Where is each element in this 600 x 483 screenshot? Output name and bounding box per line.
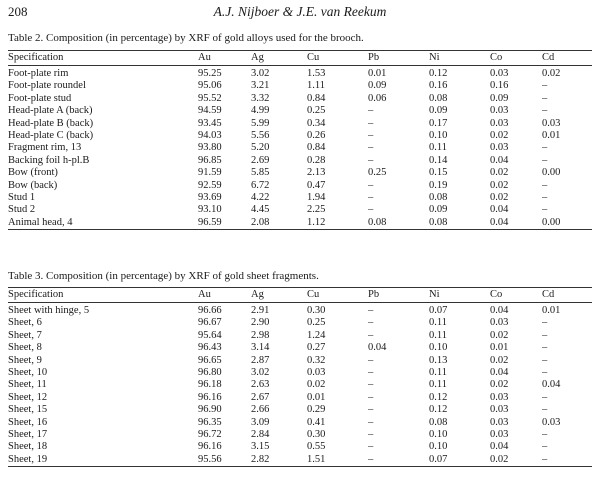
cell-value: –: [368, 391, 374, 403]
row-specification: Sheet, 15: [8, 404, 48, 416]
cell-value: 0.25: [307, 317, 326, 329]
table-row: [8, 417, 592, 429]
cell-value: 0.28: [307, 154, 326, 166]
row-specification: Sheet, 8: [8, 342, 42, 354]
cell-value: –: [542, 192, 548, 204]
row-specification: Sheet, 12: [8, 391, 48, 403]
row-specification: Sheet, 17: [8, 429, 48, 441]
table-row: [8, 118, 592, 130]
row-specification: Sheet, 19: [8, 454, 198, 467]
cell-value: 93.45: [198, 117, 222, 129]
cell-value: 0.11: [429, 379, 447, 391]
cell-value: 2.87: [251, 354, 270, 366]
table-row: [8, 441, 592, 453]
cell-value: 0.11: [429, 367, 447, 379]
table-row: [8, 204, 592, 216]
cell-value: 5.85: [251, 167, 270, 179]
cell-value: 0.02: [490, 454, 542, 467]
cell-value: 0.04: [542, 379, 561, 391]
cell-value: 93.10: [198, 204, 222, 216]
cell-value: 4.45: [251, 204, 270, 216]
cell-value: –: [542, 142, 548, 154]
cell-value: 0.04: [490, 217, 542, 230]
cell-value: –: [542, 179, 548, 191]
cell-value: 0.03: [490, 317, 509, 329]
cell-value: 0.30: [307, 429, 326, 441]
row-specification: Head-plate A (back): [8, 105, 93, 117]
table-row: [8, 192, 592, 204]
cell-value: –: [368, 142, 374, 154]
table-3-caption: Table 3. Composition (in percentage) by XRF of gold sheet fragments.: [8, 270, 319, 282]
cell-value: –: [542, 105, 548, 117]
cell-value: 3.15: [251, 441, 270, 453]
row-specification: Head-plate C (back): [8, 130, 94, 142]
column-header: Cu: [307, 51, 368, 66]
cell-value: 2.25: [307, 204, 326, 216]
row-specification: Sheet, 9: [8, 354, 42, 366]
cell-value: 0.14: [429, 154, 448, 166]
table-row: [8, 404, 592, 416]
cell-value: –: [542, 454, 592, 467]
cell-value: 5.20: [251, 142, 270, 154]
cell-value: 0.02: [307, 379, 326, 391]
row-specification: Foot-plate rim: [8, 68, 69, 79]
table-row: [8, 167, 592, 179]
cell-value: –: [542, 317, 548, 329]
header-row: [8, 288, 592, 303]
table-row: [8, 130, 592, 142]
cell-value: 0.09: [490, 92, 509, 104]
cell-value: –: [542, 329, 548, 341]
row-specification: Stud 1: [8, 192, 36, 204]
cell-value: 0.12: [429, 391, 448, 403]
table-row: [8, 303, 592, 318]
cell-value: 2.66: [251, 404, 270, 416]
cell-value: 1.12: [307, 217, 368, 230]
cell-value: 95.56: [198, 454, 251, 467]
header-row: [8, 51, 592, 66]
row-specification: Head-plate B (back): [8, 117, 94, 129]
cell-value: 96.67: [198, 317, 222, 329]
cell-value: –: [368, 367, 374, 379]
cell-value: 0.13: [429, 354, 448, 366]
cell-value: 0.09: [429, 105, 448, 117]
cell-value: 6.72: [251, 179, 270, 191]
cell-value: –: [368, 416, 374, 428]
cell-value: 0.41: [307, 416, 326, 428]
cell-value: 96.16: [198, 441, 222, 453]
cell-value: 95.52: [198, 92, 222, 104]
cell-value: 94.59: [198, 105, 222, 117]
cell-value: 3.02: [251, 68, 270, 79]
cell-value: –: [368, 179, 374, 191]
table-row: [8, 367, 592, 379]
cell-value: –: [368, 329, 374, 341]
row-specification: Sheet, 18: [8, 441, 48, 453]
table-row: [8, 217, 592, 230]
cell-value: 0.03: [307, 367, 326, 379]
cell-value: 0.55: [307, 441, 326, 453]
cell-value: –: [368, 130, 374, 142]
column-header: Specification: [8, 51, 198, 66]
cell-value: –: [542, 429, 548, 441]
cell-value: –: [542, 391, 548, 403]
cell-value: 1.94: [307, 192, 326, 204]
cell-value: 0.09: [429, 204, 448, 216]
cell-value: 0.11: [429, 329, 447, 341]
table-row: [8, 342, 592, 354]
row-specification: Sheet with hinge, 5: [8, 305, 90, 316]
cell-value: 2.67: [251, 391, 270, 403]
cell-value: 0.01: [490, 342, 509, 354]
cell-value: 2.69: [251, 154, 270, 166]
cell-value: 0.03: [490, 117, 509, 129]
cell-value: 0.12: [429, 404, 448, 416]
cell-value: –: [542, 441, 548, 453]
cell-value: 0.02: [490, 130, 509, 142]
cell-value: 91.59: [198, 167, 222, 179]
column-header: Cu: [307, 288, 368, 303]
cell-value: –: [542, 404, 548, 416]
row-specification: Fragment rim, 13: [8, 142, 82, 154]
cell-value: 0.03: [542, 117, 561, 129]
column-header: Ni: [429, 51, 490, 66]
table-row: [8, 429, 592, 441]
cell-value: 1.11: [307, 80, 325, 92]
cell-value: 0.00: [542, 167, 561, 179]
table-2-body: [8, 66, 592, 230]
cell-value: 0.29: [307, 404, 326, 416]
cell-value: 96.72: [198, 429, 222, 441]
column-header: Specification: [8, 288, 198, 303]
row-specification: Sheet, 11: [8, 379, 47, 391]
cell-value: 2.84: [251, 429, 270, 441]
row-specification: Foot-plate roundel: [8, 80, 86, 92]
cell-value: 96.18: [198, 379, 222, 391]
row-specification: Animal head, 4: [8, 217, 198, 230]
cell-value: 0.02: [490, 167, 509, 179]
cell-value: –: [368, 105, 374, 117]
page-header: [8, 4, 592, 22]
cell-value: 0.84: [307, 142, 326, 154]
row-specification: Stud 2: [8, 204, 36, 216]
cell-value: 1.24: [307, 329, 326, 341]
cell-value: 0.04: [368, 342, 387, 354]
cell-value: 3.02: [251, 367, 270, 379]
column-header: Cd: [542, 288, 592, 303]
cell-value: 96.35: [198, 416, 222, 428]
column-header: Ag: [251, 51, 307, 66]
column-header: Pb: [368, 51, 429, 66]
cell-value: 0.27: [307, 342, 326, 354]
cell-value: –: [368, 192, 374, 204]
cell-value: 2.98: [251, 329, 270, 341]
table-3: [8, 287, 592, 467]
cell-value: 0.84: [307, 92, 326, 104]
cell-value: 0.07: [429, 454, 490, 467]
cell-value: 96.90: [198, 404, 222, 416]
cell-value: 0.11: [429, 317, 447, 329]
cell-value: 0.03: [490, 404, 509, 416]
cell-value: 0.32: [307, 354, 326, 366]
column-header: Ni: [429, 288, 490, 303]
cell-value: 1.51: [307, 454, 368, 467]
cell-value: 3.14: [251, 342, 270, 354]
row-specification: Bow (back): [8, 179, 58, 191]
cell-value: 5.99: [251, 117, 270, 129]
table-3-body: [8, 303, 592, 467]
cell-value: 3.32: [251, 92, 270, 104]
cell-value: 0.02: [542, 68, 561, 79]
cell-value: 0.01: [307, 391, 326, 403]
cell-value: –: [368, 404, 374, 416]
cell-value: 95.64: [198, 329, 222, 341]
cell-value: 4.99: [251, 105, 270, 117]
cell-value: –: [368, 441, 374, 453]
cell-value: –: [368, 354, 374, 366]
cell-value: 96.65: [198, 354, 222, 366]
row-specification: Sheet, 7: [8, 329, 42, 341]
cell-value: 0.03: [490, 68, 509, 79]
cell-value: 0.02: [490, 329, 509, 341]
cell-value: –: [368, 379, 374, 391]
cell-value: 0.08: [429, 217, 490, 230]
table-row: [8, 66, 592, 81]
table-2-caption: Table 2. Composition (in percentage) by XRF of gold alloys used for the brooch.: [8, 32, 364, 44]
table-row: [8, 80, 592, 92]
cell-value: 95.25: [198, 68, 222, 79]
cell-value: –: [542, 204, 548, 216]
cell-value: 0.08: [429, 192, 448, 204]
cell-value: 0.10: [429, 441, 448, 453]
cell-value: 0.03: [542, 416, 561, 428]
table-3-header: [8, 288, 592, 303]
cell-value: –: [368, 117, 374, 129]
table-row: [8, 317, 592, 329]
cell-value: 0.16: [429, 80, 448, 92]
column-header: Ag: [251, 288, 307, 303]
cell-value: 0.09: [368, 80, 387, 92]
cell-value: 0.47: [307, 179, 326, 191]
row-specification: Sheet, 6: [8, 317, 42, 329]
cell-value: 1.53: [307, 68, 326, 79]
table-row: [8, 180, 592, 192]
cell-value: –: [542, 342, 548, 354]
cell-value: 0.02: [490, 179, 509, 191]
cell-value: 3.21: [251, 80, 270, 92]
cell-value: 5.56: [251, 130, 270, 142]
column-header: Cd: [542, 51, 592, 66]
cell-value: 2.08: [251, 217, 307, 230]
cell-value: 0.08: [429, 416, 448, 428]
row-specification: Foot-plate stud: [8, 92, 72, 104]
table-row: [8, 93, 592, 105]
table-row: [8, 355, 592, 367]
cell-value: 0.08: [368, 217, 429, 230]
cell-value: 0.15: [429, 167, 448, 179]
cell-value: –: [542, 354, 548, 366]
cell-value: –: [542, 367, 548, 379]
cell-value: 92.59: [198, 179, 222, 191]
cell-value: 95.06: [198, 80, 222, 92]
running-head: A.J. Nijboer & J.E. van Reekum: [213, 4, 387, 19]
cell-value: 2.63: [251, 379, 270, 391]
cell-value: 2.13: [307, 167, 326, 179]
column-header: Co: [490, 51, 542, 66]
cell-value: 0.25: [307, 105, 326, 117]
table-row: [8, 155, 592, 167]
cell-value: 0.12: [429, 68, 448, 79]
cell-value: 0.19: [429, 179, 448, 191]
cell-value: –: [368, 204, 374, 216]
cell-value: 0.03: [490, 142, 509, 154]
cell-value: 0.25: [368, 167, 387, 179]
cell-value: 0.04: [490, 305, 509, 316]
cell-value: –: [368, 305, 374, 316]
table-row: [8, 105, 592, 117]
cell-value: 96.66: [198, 305, 222, 316]
row-specification: Backing foil h-pl.B: [8, 154, 90, 166]
cell-value: –: [368, 429, 374, 441]
table-2-header: [8, 51, 592, 66]
cell-value: 96.80: [198, 367, 222, 379]
cell-value: 4.22: [251, 192, 270, 204]
cell-value: 0.01: [542, 305, 561, 316]
cell-value: –: [542, 92, 548, 104]
cell-value: –: [368, 154, 374, 166]
cell-value: 2.90: [251, 317, 270, 329]
column-header: Au: [198, 288, 251, 303]
cell-value: 0.03: [490, 416, 509, 428]
cell-value: 0.10: [429, 342, 448, 354]
cell-value: 0.03: [490, 391, 509, 403]
cell-value: 0.10: [429, 130, 448, 142]
page-number: 208: [8, 4, 28, 19]
table-row: [8, 379, 592, 391]
table-row: [8, 330, 592, 342]
cell-value: 93.69: [198, 192, 222, 204]
cell-value: 0.02: [490, 379, 509, 391]
cell-value: 0.01: [368, 68, 387, 79]
row-specification: Sheet, 16: [8, 416, 48, 428]
cell-value: 0.07: [429, 305, 448, 316]
cell-value: 0.03: [490, 105, 509, 117]
cell-value: –: [368, 317, 374, 329]
table-row: [8, 142, 592, 154]
cell-value: –: [542, 80, 548, 92]
cell-value: 0.10: [429, 429, 448, 441]
cell-value: 0.30: [307, 305, 326, 316]
cell-value: 0.26: [307, 130, 326, 142]
cell-value: 0.16: [490, 80, 509, 92]
cell-value: 96.59: [198, 217, 251, 230]
cell-value: 0.00: [542, 217, 592, 230]
cell-value: 0.04: [490, 154, 509, 166]
cell-value: 96.16: [198, 391, 222, 403]
cell-value: 2.91: [251, 305, 270, 316]
cell-value: –: [542, 154, 548, 166]
cell-value: 0.17: [429, 117, 448, 129]
cell-value: 96.85: [198, 154, 222, 166]
cell-value: 96.43: [198, 342, 222, 354]
cell-value: 0.04: [490, 204, 509, 216]
row-specification: Sheet, 10: [8, 367, 48, 379]
cell-value: –: [368, 454, 429, 467]
cell-value: 2.82: [251, 454, 307, 467]
cell-value: 93.80: [198, 142, 222, 154]
row-specification: Bow (front): [8, 167, 58, 179]
cell-value: 0.11: [429, 142, 447, 154]
table-row: [8, 392, 592, 404]
cell-value: 0.34: [307, 117, 326, 129]
cell-value: 0.06: [368, 92, 387, 104]
cell-value: 3.09: [251, 416, 270, 428]
cell-value: 0.01: [542, 130, 561, 142]
table-2: [8, 50, 592, 230]
column-header: Co: [490, 288, 542, 303]
column-header: Pb: [368, 288, 429, 303]
cell-value: 0.04: [490, 441, 509, 453]
cell-value: 0.02: [490, 354, 509, 366]
cell-value: 0.03: [490, 429, 509, 441]
cell-value: 0.02: [490, 192, 509, 204]
cell-value: 94.03: [198, 130, 222, 142]
cell-value: 0.08: [429, 92, 448, 104]
table-row: [8, 454, 592, 467]
column-header: Au: [198, 51, 251, 66]
cell-value: 0.04: [490, 367, 509, 379]
